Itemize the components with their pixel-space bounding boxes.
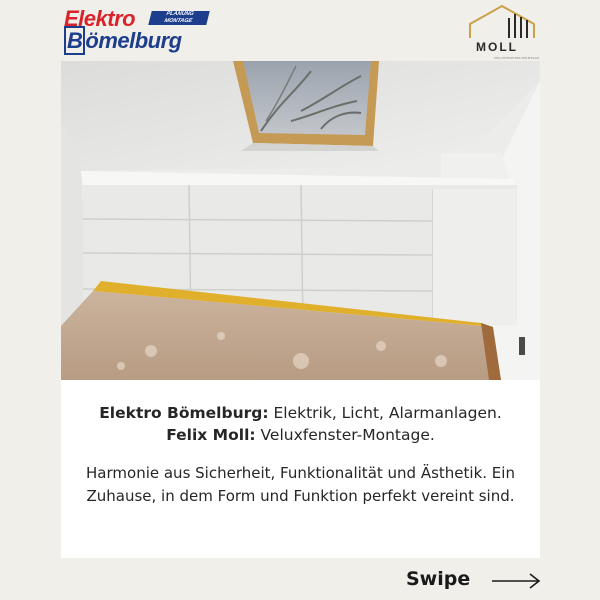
service-line-moll bbox=[61, 424, 540, 446]
logo-boemelburg-word bbox=[64, 28, 182, 54]
arrow-right-icon[interactable] bbox=[490, 571, 542, 591]
moll-house-icon bbox=[464, 4, 540, 44]
services-moll: Veluxfenster-Montage. bbox=[255, 426, 435, 444]
service-line-boemelburg bbox=[61, 402, 540, 424]
attic-room-dresser-photo bbox=[61, 61, 540, 380]
company-name-moll: Felix Moll: bbox=[166, 426, 256, 444]
logo-tag-planung: PLANUNG bbox=[165, 11, 195, 17]
elektro-boemelburg-logo bbox=[64, 6, 214, 54]
info-card bbox=[61, 380, 540, 558]
moll-word: MOLL bbox=[476, 40, 518, 54]
services-boemelburg: Elektrik, Licht, Alarmanlagen. bbox=[268, 404, 502, 422]
logo-boemelburg-rest: ömelburg bbox=[85, 28, 182, 53]
company-name-boemelburg: Elektro Bömelburg: bbox=[99, 404, 269, 422]
logo-initial-b: B bbox=[64, 26, 85, 55]
moll-logo bbox=[464, 4, 540, 60]
logo-tag-montage: MONTAGE bbox=[163, 18, 193, 24]
moll-subtitle: VELUXFENSTER-MONTAGE bbox=[494, 56, 540, 60]
logo-tag-badge bbox=[148, 11, 209, 25]
attic-room-photo bbox=[61, 61, 540, 380]
swipe-label[interactable]: Swipe bbox=[406, 568, 471, 590]
logo-elektro-word: Elektro bbox=[64, 6, 136, 31]
description-paragraph: Harmonie aus Sicherheit, Funktionalität und Ästhetik. Ein Zuhause, in dem Form und Funktion perfekt vereint sind. bbox=[86, 464, 515, 505]
